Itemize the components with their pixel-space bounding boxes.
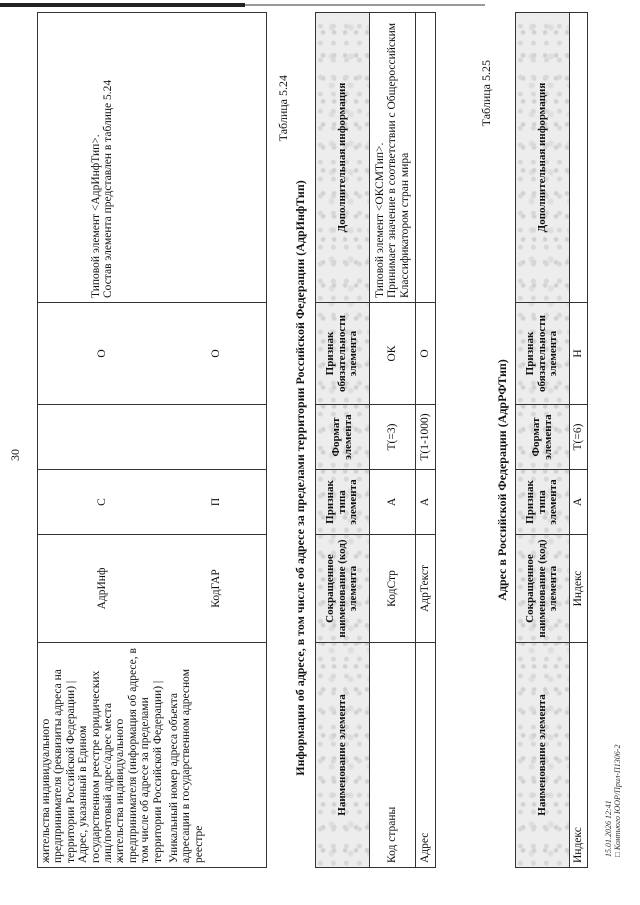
cell-info	[416, 13, 436, 303]
cell-info: Типовой элемент <ОКСМТип>. Принимает значение в соответствии с Общероссийским Классификатором стран мира	[370, 13, 416, 303]
cell-format: Т(1-1000)	[416, 405, 436, 470]
table-number: Таблица 5.25	[479, 60, 493, 127]
cell-name: Код страны	[370, 643, 416, 868]
header-row	[516, 13, 570, 868]
header-info: Дополнительная информация	[316, 13, 370, 303]
header-format: Формат элемента	[516, 405, 570, 470]
cell-code: Индекс	[570, 535, 588, 643]
cell-type: С	[38, 470, 167, 535]
table-row	[570, 13, 588, 868]
table-row	[416, 13, 436, 868]
table-title: Информация об адресе, в том числе об адресе за пределами территории Российской Федерации (АдрИнфТип)	[293, 180, 307, 776]
table-row	[38, 13, 167, 868]
cell-type: А	[416, 470, 436, 535]
table-number: Таблица 5.24	[276, 75, 290, 142]
table-5-25	[515, 12, 588, 868]
header-format: Формат элемента	[316, 405, 370, 470]
cell-req: О	[166, 303, 266, 405]
cell-name: жительства индивидуального предпринимателя (реквизиты адреса на территории Российской Федерации) | Адрес, указанный в Едином государственном реестре юридических лиц/почтовый адрес/адрес места жительства индивидуального предпринимателя (информация об адресе, в том числе об адресе за пределами территории Российской Федерации) |	[38, 643, 167, 868]
header-req: Признак обязательности элемента	[516, 303, 570, 405]
header-req: Признак обязательности элемента	[316, 303, 370, 405]
cell-type: А	[570, 470, 588, 535]
header-name: Наименование элемента	[516, 643, 570, 868]
header-row	[316, 13, 370, 868]
cell-req: ОК	[370, 303, 416, 405]
footer-date: 15.01.2026 12:41	[604, 800, 613, 857]
previous-page-edge	[0, 3, 245, 7]
cell-req: О	[38, 303, 167, 405]
cell-format: Т(=6)	[570, 405, 588, 470]
header-name: Наименование элемента	[316, 643, 370, 868]
footer	[604, 657, 622, 857]
table-continued	[37, 12, 267, 868]
table-5-24	[315, 12, 436, 868]
table-title: Адрес в Российской Федерации (АдрРФТип)	[495, 359, 509, 601]
header-type: Признак типа элемента	[516, 470, 570, 535]
cell-format	[38, 405, 167, 470]
cell-format	[166, 405, 266, 470]
cell-code: АдрИнф	[38, 535, 167, 643]
cell-type: А	[370, 470, 416, 535]
table-row	[166, 13, 266, 868]
cell-code: КодГАР	[166, 535, 266, 643]
cell-info: Типовой элемент <АдрИнфТип>. Состав элемента представлен в таблице 5.24	[38, 13, 167, 303]
cell-req: О	[416, 303, 436, 405]
cell-format: Т(=3)	[370, 405, 416, 470]
cell-info	[166, 13, 266, 303]
page-number: 30	[8, 449, 22, 461]
header-code: Сокращенное наименование (код) элемента	[516, 535, 570, 643]
header-type: Признак типа элемента	[316, 470, 370, 535]
cell-type: П	[166, 470, 266, 535]
header-info: Дополнительная информация	[516, 13, 570, 303]
cell-code: АдрТекст	[416, 535, 436, 643]
cell-name: Адрес	[416, 643, 436, 868]
table-row	[370, 13, 416, 868]
header-code: Сокращенное наименование (код) элемента	[316, 535, 370, 643]
cell-name: Уникальный номер адреса объекта адресации в государственном адресном реестре	[166, 643, 266, 868]
previous-page-edge-faint	[245, 4, 485, 6]
cell-name: Индекс	[570, 643, 588, 868]
cell-req: Н	[570, 303, 588, 405]
cell-code: КодСтр	[370, 535, 416, 643]
footer-source: □ Компьюго ЮОР/Прил-П1306-2	[613, 744, 622, 857]
cell-info	[570, 13, 588, 303]
